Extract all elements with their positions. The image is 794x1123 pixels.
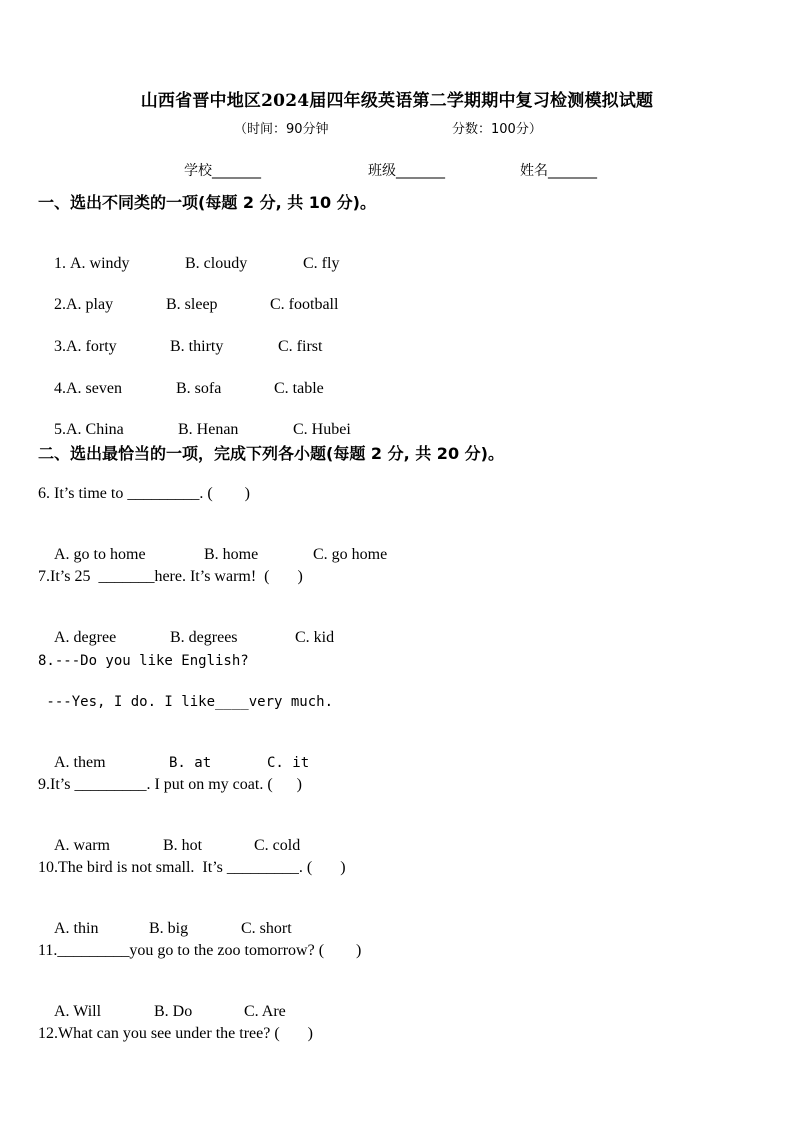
option-c: C. kid <box>295 629 335 646</box>
option-c: C. short <box>241 920 292 937</box>
option-a: A. thin <box>54 920 99 937</box>
question-7-stem: 7.It’s 25 _______here. It’s warm! ( ) <box>38 568 303 585</box>
option-c: C. it <box>267 755 310 771</box>
section-2-heading: 二、选出最恰当的一项，完成下列各小题(每题 2 分, 共 20 分)。 <box>38 444 504 463</box>
option-b: B. sofa <box>176 380 222 397</box>
option-b: B. home <box>204 546 259 563</box>
question-number: 4. <box>54 380 66 397</box>
option-b: B. big <box>149 920 189 937</box>
question-number: 3. <box>54 338 66 355</box>
question-8-stem-reply: ---Yes, I do. I like____very much. <box>38 694 334 710</box>
class-field: 班级_______ <box>368 163 445 179</box>
option-a: A. forty <box>66 338 117 355</box>
exam-time: （时间：90分钟 <box>234 122 329 137</box>
exam-title: 山西省晋中地区2024届四年级英语第二学期期中复习检测模拟试题 <box>140 91 654 111</box>
option-c: C. Hubei <box>293 421 351 438</box>
question-9-stem: 9.It’s _________. I put on my coat. ( ) <box>38 776 302 793</box>
question-11-stem: 11._________you go to the zoo tomorrow? ( ) <box>38 942 362 959</box>
option-b: B. at <box>169 755 212 771</box>
option-a: A. seven <box>66 380 122 397</box>
option-a: A. Will <box>54 1003 102 1020</box>
option-a: A. degree <box>54 629 117 646</box>
option-a: A. go to home <box>54 546 146 563</box>
school-field: 学校_______ <box>184 163 261 179</box>
question-10-stem: 10.The bird is not small. It’s _________. ( ) <box>38 859 346 876</box>
option-a: A. China <box>66 421 124 438</box>
option-c: C. go home <box>313 546 388 563</box>
option-c: C. football <box>270 296 339 313</box>
option-c: C. Are <box>244 1003 286 1020</box>
option-c: C. first <box>278 338 323 355</box>
name-field: 姓名_______ <box>520 163 597 179</box>
option-b: B. Henan <box>178 421 239 438</box>
option-c: C. table <box>274 380 324 397</box>
option-b: B. hot <box>163 837 203 854</box>
option-b: B. cloudy <box>185 255 248 272</box>
question-12-stem: 12.What can you see under the tree? ( ) <box>38 1025 313 1042</box>
option-a: A. play <box>66 296 114 313</box>
option-b: B. sleep <box>166 296 218 313</box>
question-8-stem: 8.---Do you like English? <box>38 653 249 669</box>
question-number: 2. <box>54 296 66 313</box>
question-number: 5. <box>54 421 66 438</box>
question-6-stem: 6. It’s time to _________. ( ) <box>38 485 250 502</box>
section-1-heading: 一、选出不同类的一项(每题 2 分, 共 10 分)。 <box>38 193 376 212</box>
question-number: 1. <box>54 255 70 272</box>
option-c: C. cold <box>254 837 301 854</box>
exam-score: 分数：100分） <box>452 122 542 137</box>
option-b: B. Do <box>154 1003 193 1020</box>
option-a: A. warm <box>54 837 110 854</box>
option-a: A. them <box>54 754 106 771</box>
option-c: C. fly <box>303 255 340 272</box>
option-b: B. thirty <box>170 338 224 355</box>
option-b: B. degrees <box>170 629 238 646</box>
option-a: A. windy <box>70 255 130 272</box>
